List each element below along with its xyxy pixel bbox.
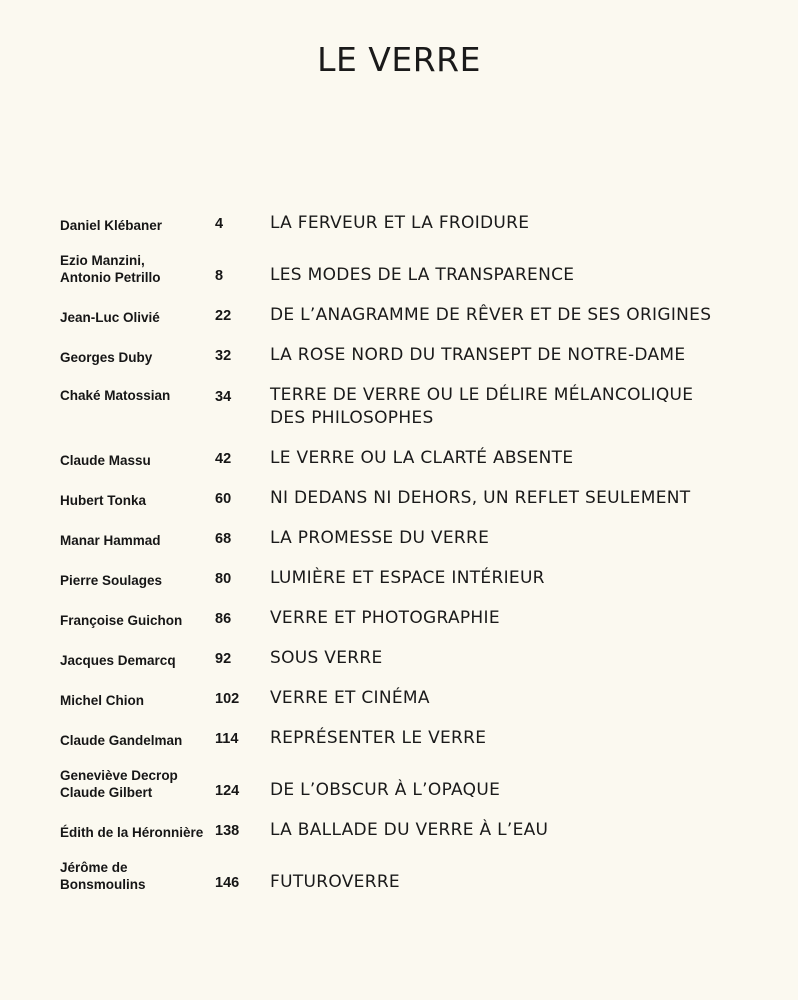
toc-title-line: DE L’ANAGRAMME DE RÊVER ET DE SES ORIGINES [270,305,712,325]
toc-author [60,252,215,287]
toc-title [270,779,760,802]
page-title: LE VERRE [317,40,481,79]
toc-author [60,452,215,470]
toc-author [60,824,215,842]
toc-title-line: LES MODES DE LA TRANSPARENCE [270,265,575,285]
toc-author-line: Claude Gandelman [60,733,183,748]
toc-title [270,384,760,430]
toc-page-number: 80 [215,571,232,587]
toc-author-line: Michel Chion [60,693,144,708]
toc-entry [60,767,760,802]
toc-page-number: 92 [215,651,232,667]
toc-title-line: DES PHILOSOPHES [270,408,434,428]
toc-title-line: FUTUROVERRE [270,872,400,892]
toc-title [270,871,760,894]
toc-title [270,264,760,287]
toc-title [270,212,760,235]
toc-page-number: 124 [215,783,240,799]
toc-title [270,687,760,710]
toc-author-line: Hubert Tonka [60,493,147,508]
table-of-contents [60,212,760,911]
toc-author [60,652,215,670]
toc-author [60,767,215,802]
toc-title [270,647,760,670]
toc-author-line: Pierre Soulages [60,573,163,588]
toc-entry [60,567,760,590]
toc-title-line: TERRE DE VERRE OU LE DÉLIRE MÉLANCOLIQUE [270,385,694,405]
toc-author [60,612,215,630]
toc-author-line: Édith de la Héronnière [60,825,204,840]
toc-page-number: 4 [215,216,224,232]
toc-page-number: 60 [215,491,232,507]
toc-entry [60,687,760,710]
toc-title-line: SOUS VERRE [270,648,383,668]
toc-title-line: DE L’OBSCUR À L’OPAQUE [270,780,501,800]
toc-title-line: LA ROSE NORD DU TRANSEPT DE NOTRE-DAME [270,345,686,365]
toc-entry [60,487,760,510]
toc-author-line: Manar Hammad [60,533,161,548]
toc-page-number: 138 [215,823,240,839]
toc-author [60,532,215,550]
toc-author [60,859,215,894]
toc-author-line: Françoise Guichon [60,613,183,628]
toc-title [270,607,760,630]
toc-entry [60,859,760,894]
toc-entry [60,344,760,367]
toc-author [60,384,215,405]
toc-page-number: 86 [215,611,232,627]
toc-entry [60,252,760,287]
toc-author-line: Jean-Luc Olivié [60,310,160,325]
toc-entry [60,527,760,550]
toc-author [60,349,215,367]
toc-author [60,492,215,510]
toc-title-line: LA BALLADE DU VERRE À L’EAU [270,820,549,840]
toc-title-line: NI DEDANS NI DEHORS, UN REFLET SEULEMENT [270,488,691,508]
toc-entry [60,647,760,670]
toc-author-line: Jacques Demarcq [60,653,176,668]
toc-page-number: 42 [215,451,232,467]
toc-title [270,304,760,327]
toc-title-line: VERRE ET PHOTOGRAPHIE [270,608,500,628]
toc-author-line: Claude Massu [60,453,151,468]
toc-page-number: 146 [215,875,240,891]
toc-page-number: 68 [215,531,232,547]
toc-title-line: LE VERRE OU LA CLARTÉ ABSENTE [270,448,574,468]
toc-title [270,819,760,842]
toc-page-number: 8 [215,268,224,284]
toc-title-line: REPRÉSENTER LE VERRE [270,728,487,748]
toc-title [270,727,760,750]
toc-author-line: Geneviève Decrop [60,768,178,783]
toc-title [270,344,760,367]
toc-entry [60,384,760,430]
toc-title [270,487,760,510]
toc-author-line: Claude Gilbert [60,785,153,800]
toc-author-line: Chaké Matossian [60,388,171,403]
toc-author [60,692,215,710]
toc-page-number: 114 [215,731,239,747]
toc-title-line: VERRE ET CINÉMA [270,688,430,708]
toc-page-number: 102 [215,691,240,707]
toc-title [270,527,760,550]
toc-title-line: LA FERVEUR ET LA FROIDURE [270,213,530,233]
toc-entry [60,447,760,470]
toc-page-number: 22 [215,308,232,324]
toc-page-number: 32 [215,348,232,364]
toc-author [60,309,215,327]
toc-author-line: Ezio Manzini, [60,253,145,268]
toc-entry [60,819,760,842]
toc-author-line: Daniel Klébaner [60,218,163,233]
toc-title [270,447,760,470]
toc-title-line: LUMIÈRE ET ESPACE INTÉRIEUR [270,568,545,588]
toc-title [270,567,760,590]
toc-author [60,572,215,590]
toc-entry [60,607,760,630]
toc-author-line: Jérôme de Bonsmoulins [60,860,146,892]
toc-author-line: Georges Duby [60,350,153,365]
toc-author [60,217,215,235]
toc-page-number: 34 [215,389,232,405]
toc-entry [60,212,760,235]
toc-author [60,732,215,750]
toc-author-line: Antonio Petrillo [60,270,161,285]
toc-entry [60,304,760,327]
toc-entry [60,727,760,750]
toc-title-line: LA PROMESSE DU VERRE [270,528,490,548]
